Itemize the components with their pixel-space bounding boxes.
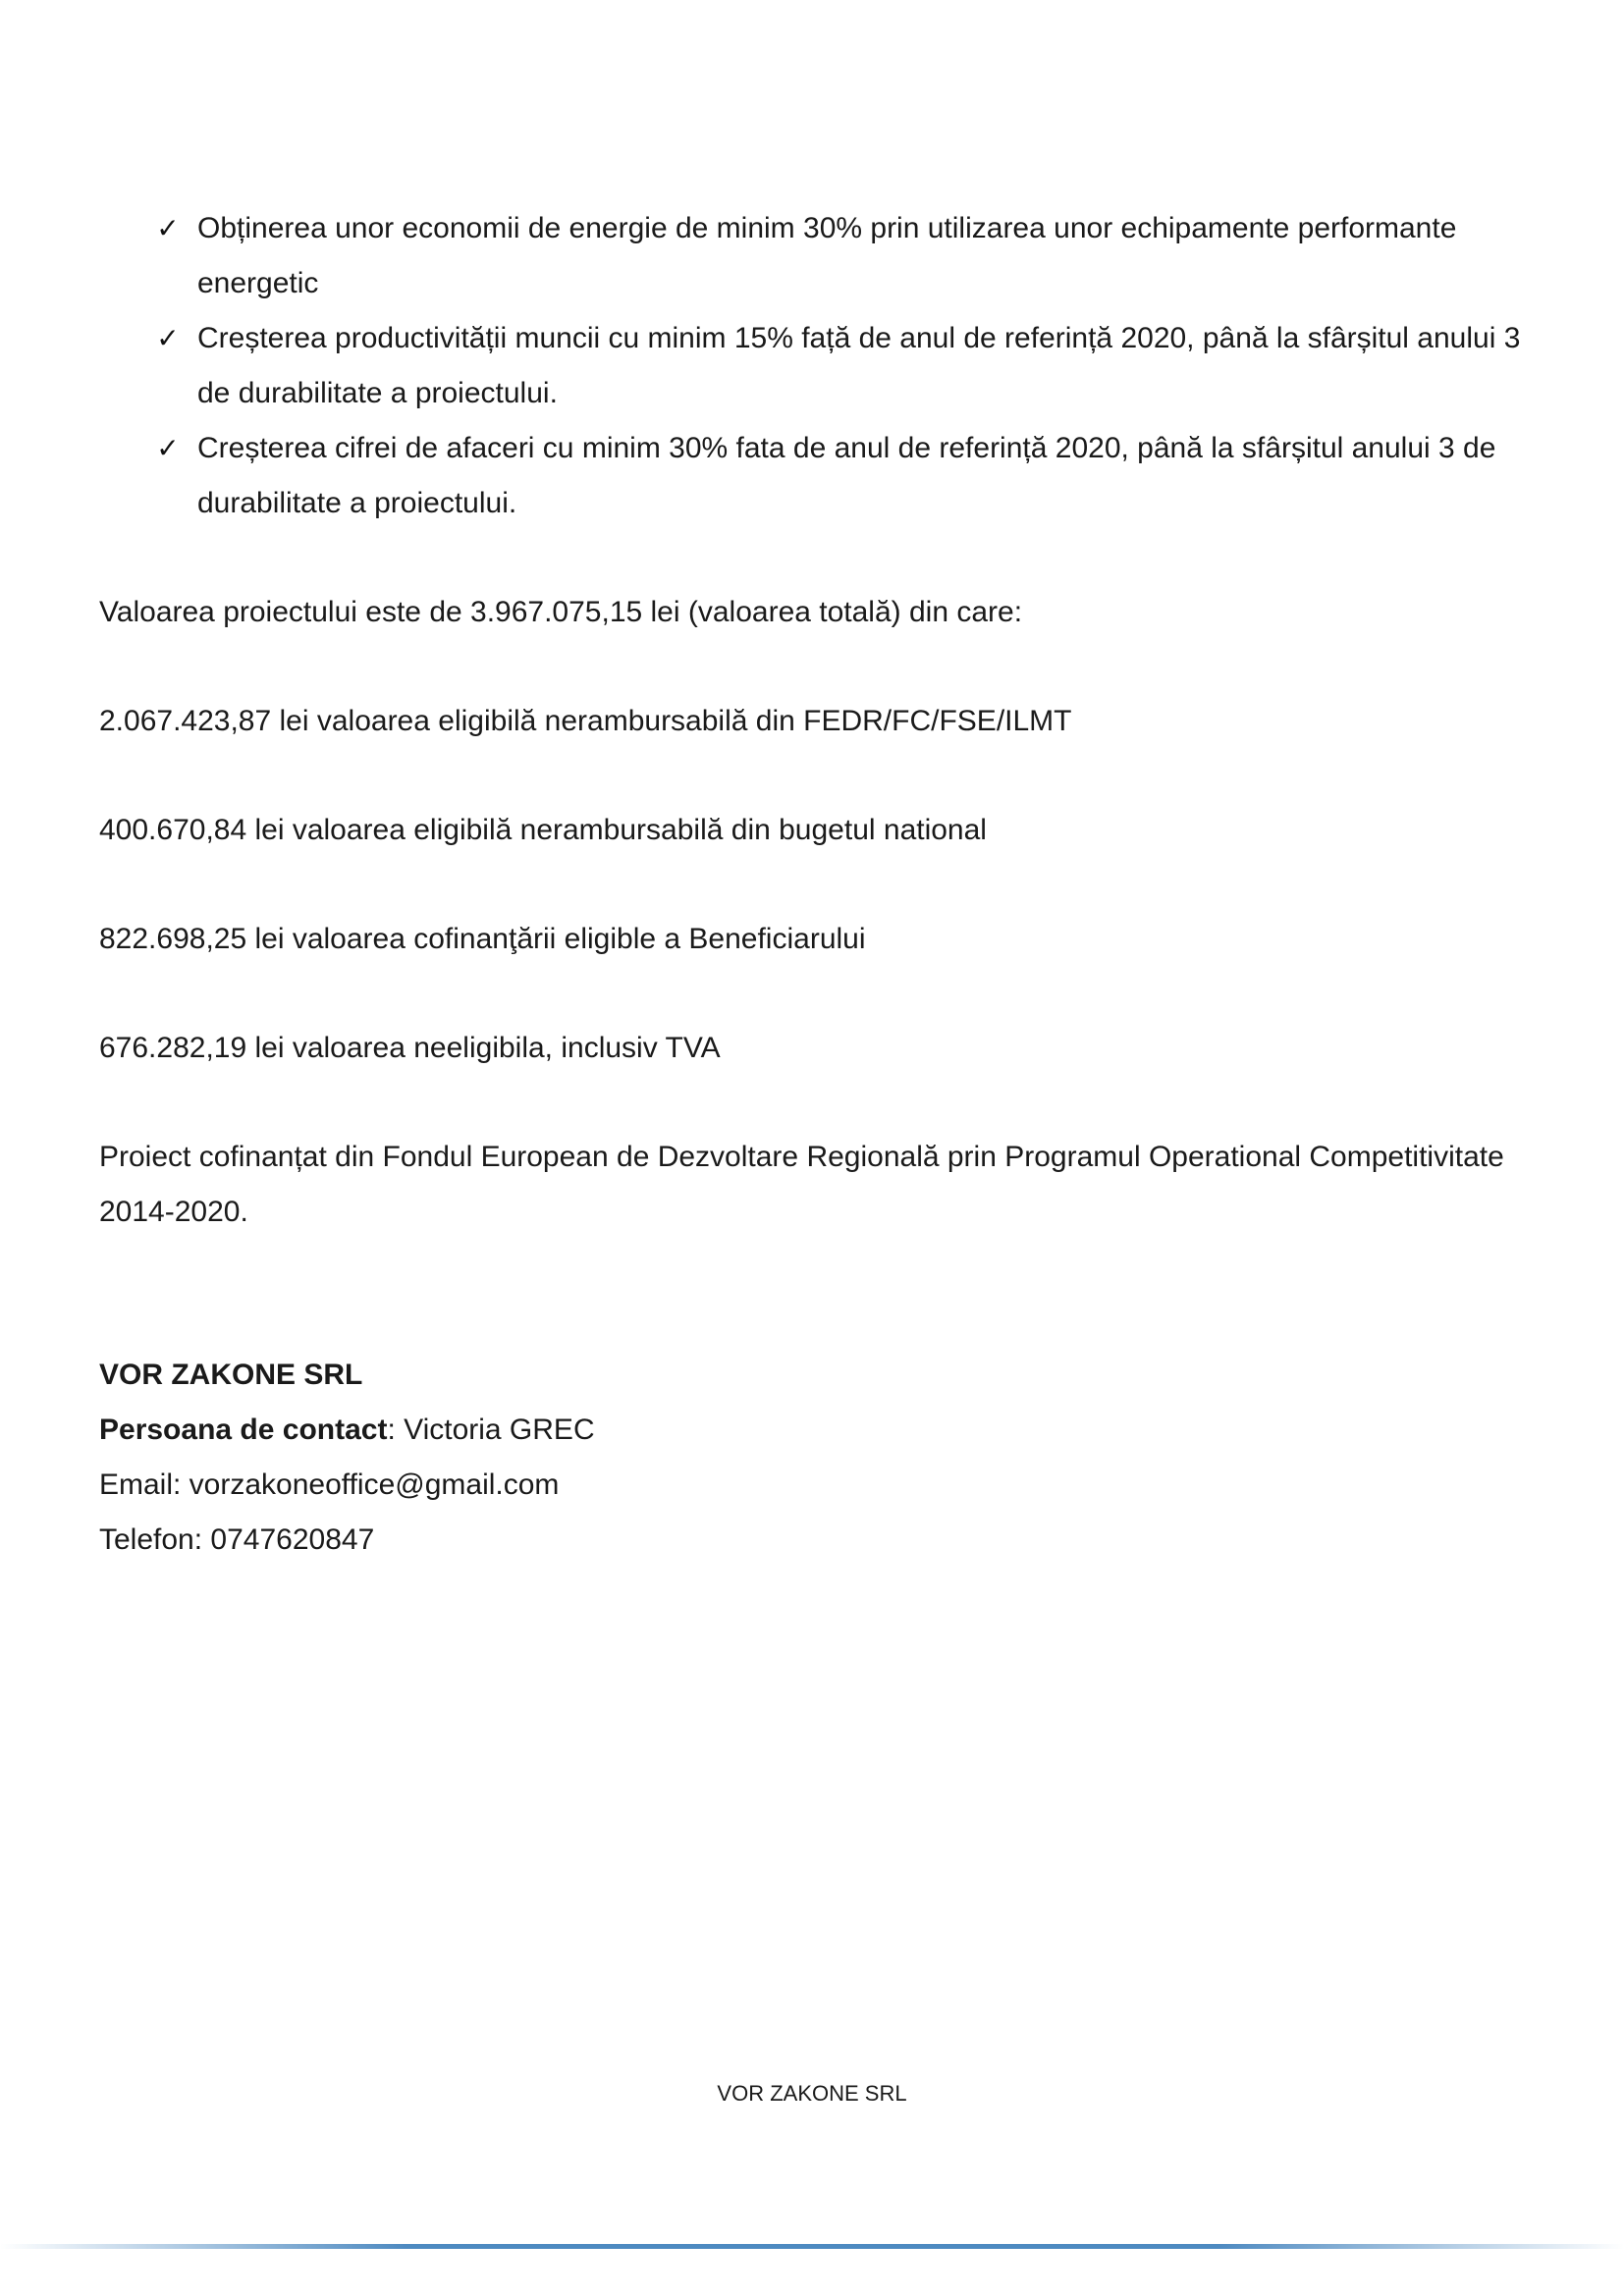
value-line-cofinancing: 822.698,25 lei valoarea cofinanţării eligible a Beneficiarului [99, 923, 866, 955]
objective-item [99, 421, 1533, 531]
footer-company: VOR ZAKONE SRL [717, 2081, 907, 2106]
value-line-national-budget: 400.670,84 lei valoarea eligibilă nerambursabilă din bugetul national [99, 814, 987, 846]
project-value-intro: Valoarea proiectului este de 3.967.075,15 lei (valoarea totală) din care: [99, 596, 1023, 628]
value-line-fedr: 2.067.423,87 lei valoarea eligibilă nerambursabilă din FEDR/FC/FSE/ILMT [99, 705, 1072, 737]
objective-text: Creșterea cifrei de afaceri cu minim 30% fata de anul de referință 2020, până la sfârșitul anului 3 de durabilitate a proiectului. [197, 432, 1496, 519]
objective-item [99, 201, 1533, 311]
checkmark-icon: ✓ [156, 212, 180, 244]
objectives-list [99, 201, 1533, 531]
contact-block [99, 1348, 1533, 1568]
page-content [99, 201, 1533, 1568]
objective-text: Creșterea productivității muncii cu minim 15% față de anul de referință 2020, până la sfârșitul anului 3 de durabilitate a proiectului. [197, 322, 1521, 409]
objective-item [99, 311, 1533, 421]
checkmark-icon: ✓ [156, 432, 180, 464]
contact-phone: Telefon: 0747620847 [99, 1523, 375, 1556]
value-line-ineligible: 676.282,19 lei valoarea neeligibila, inclusiv TVA [99, 1032, 721, 1064]
checkmark-icon: ✓ [156, 322, 180, 354]
contact-person-label: Persoana de contact [99, 1414, 388, 1446]
contact-person-name: : Victoria GREC [387, 1414, 595, 1446]
contact-email: Email: vorzakoneoffice@gmail.com [99, 1468, 560, 1501]
objective-text: Obținerea unor economii de energie de minim 30% prin utilizarea unor echipamente performante energetic [197, 212, 1457, 299]
contact-person [99, 1403, 1533, 1458]
funding-note: Proiect cofinanțat din Fondul European de Dezvoltare Regională prin Programul Operational Competitivitate 2014-2020. [99, 1141, 1504, 1228]
footer-rule [0, 2244, 1624, 2249]
contact-company: VOR ZAKONE SRL [99, 1359, 363, 1391]
